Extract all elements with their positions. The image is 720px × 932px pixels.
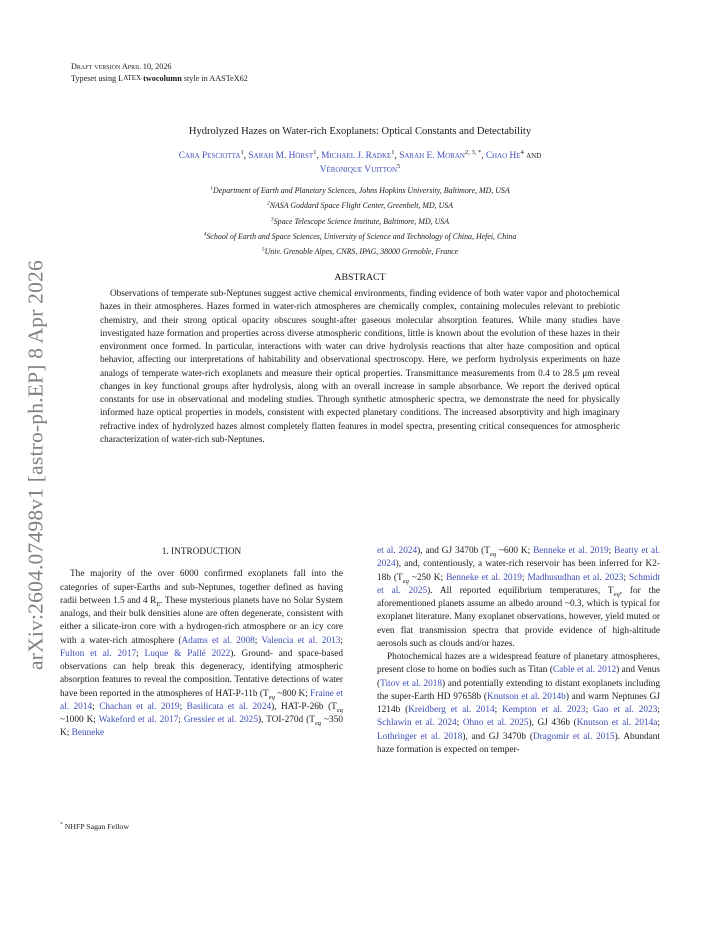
text-run: ). All reported equilibrium temperatures, T (427, 585, 614, 596)
intro-paragraph (377, 545, 660, 651)
text-run: ~250 K; (408, 572, 447, 583)
affiliation-number: 4 (203, 231, 207, 238)
affiliation-text: Department of Earth and Planetary Sciences, Johns Hopkins University, Baltimore, MD, USA (213, 186, 510, 195)
draft-header (71, 62, 248, 84)
author-conjunction: and (526, 151, 542, 161)
typeset-suffix: style in AASTeX62 (183, 73, 248, 83)
footnote-mark: * (60, 821, 63, 828)
affiliation (100, 198, 620, 213)
author-list: Cara Pesciotta$^1$, Sarah M. Hörst$^1$, Michael J. Radke$^1$, Sarah E. Moran$^{2, 3, *}$, Chao He$^4$ and Véronique Vuitton$^5$ (178, 148, 542, 175)
footnote (60, 822, 129, 831)
text-run: ) and Venus ( (377, 665, 660, 689)
author-affiliation-mark: 1 (240, 148, 244, 156)
text-run: ) and potentially extending to distant exoplanets including the super-Earth HD 97658b ( (377, 678, 660, 702)
right-column (377, 545, 660, 757)
intro-paragraph (60, 568, 343, 740)
affiliation-text: NASA Goddard Space Flight Center, Greenbelt, MD, USA (269, 201, 454, 211)
citation-link[interactable]: Knutson et al. 2014a (576, 718, 658, 729)
draft-version-line (71, 62, 248, 73)
text-run: ; (521, 572, 528, 583)
text-run: ~800 K; (274, 688, 311, 699)
citation-link[interactable]: Schlawin et al. 2024 (377, 718, 457, 729)
subscript: eq (268, 693, 275, 701)
latex-logo: ATEX (123, 73, 142, 82)
affiliation-text: School of Earth and Space Sciences, University of Science and Technology of China, Hefei, China (206, 231, 517, 241)
affiliation (100, 183, 620, 198)
author-affiliation-mark: 4 (520, 148, 524, 156)
subscript: eq (336, 706, 343, 714)
affiliation-list (100, 183, 620, 259)
citation-link[interactable]: Beatty et al. 2024 (377, 546, 660, 570)
author-name[interactable]: Cara Pesciotta (178, 151, 241, 161)
text-run: ~350 K; (60, 715, 343, 739)
author-affiliation-mark: 1 (391, 148, 395, 156)
arxiv-identifier: arXiv:2604.07498v1 [astro-ph.EP] 8 Apr 2026 (23, 260, 48, 670)
typeset-line (71, 73, 248, 85)
subscript: eq (489, 550, 497, 558)
text-run: ). Abundant haze formation is expected on temper- (377, 731, 661, 755)
subscript: eq (314, 719, 322, 727)
text-run: ; (92, 701, 100, 712)
text-run: ; (623, 572, 629, 583)
citation-link[interactable]: Gressier et al. 2025 (183, 715, 258, 725)
citation-link[interactable]: Valencia et al. 2013 (261, 635, 341, 646)
text-run: , for the aforementioned planets assume an albedo around ~0.3, which is typical for exoplanet literature. Many exoplanet observations, however, yield muted or even flat transmission spectra that provide evidence of high-altitude aerosols such as clouds and/or hazes. (377, 585, 661, 649)
citation-link[interactable]: Adams et al. 2008 (181, 635, 255, 646)
affiliation (100, 229, 620, 244)
left-column (60, 546, 343, 741)
text-run: ; (657, 718, 660, 729)
text-run: ; (456, 718, 463, 729)
citation-link[interactable]: Dragomir et al. 2015 (532, 731, 615, 742)
citation-link[interactable]: Basilicata et al. 2024 (186, 701, 272, 712)
citation-link[interactable]: Benneke et al. 2019 (533, 546, 609, 556)
citation-link[interactable]: Kempton et al. 2023 (502, 705, 586, 715)
text-run: Photochemical hazes are a widespread feature of planetary atmospheres, present close to home on bodies such as Titan ( (377, 652, 660, 676)
citation-link[interactable]: Schmidt et al. 2025 (377, 572, 660, 596)
citation-link[interactable]: Kreidberg et al. 2014 (408, 705, 495, 715)
citation-link[interactable]: Titov et al. 2018 (380, 678, 443, 689)
author-name[interactable]: Sarah M. Hörst (248, 151, 314, 161)
affiliation (100, 244, 620, 259)
citation-link[interactable]: Benneke (71, 728, 105, 739)
citation-link[interactable]: Chachan et al. 2019 (99, 701, 180, 712)
citation-link[interactable]: Knutson et al. 2014b (487, 691, 566, 702)
text-run: ; (608, 546, 615, 556)
affiliation-number: 3 (270, 215, 274, 222)
citation-link[interactable]: Benneke et al. 2019 (446, 572, 522, 583)
author-affiliation-mark: 2, 3, * (464, 148, 482, 156)
text-run: ), and GJ 3470b ( (462, 731, 533, 742)
text-run: ; (179, 701, 187, 712)
text-run: . These mysterious planets have no Solar System analogs, and their bulk densities alone are often degenerate, consistent with either a silicate-iron core with a hydrogen-rich atmosphere or an icy core with a water-rich atmosphere ( (60, 595, 343, 646)
text-run: ~1000 K; (60, 715, 99, 725)
text-run: ), TOI-270d (T (257, 715, 315, 725)
subscript: eq (402, 577, 409, 585)
affiliation-number: 1 (210, 185, 214, 192)
author-name[interactable]: Chao He (485, 151, 521, 161)
affiliation-number: 2 (266, 200, 270, 207)
text-run: ). Ground- and space-based observations can help break this degeneracy, identifying atmospheric absorption features to reveal the composition. Tentative detections of water have been reported in the atmospheres of HAT-P-11b (T (60, 648, 343, 699)
citation-link[interactable]: Fraine et al. 2014 (60, 688, 343, 712)
citation-link[interactable]: Fulton et al. 2017 (60, 648, 137, 659)
intro-paragraph (377, 651, 660, 757)
citation-link[interactable]: Gao et al. 2023 (593, 705, 658, 715)
author-affiliation-mark: 5 (397, 162, 401, 170)
text-run: ; (585, 705, 593, 715)
abstract-heading: ABSTRACT (334, 272, 386, 283)
citation-link[interactable]: Lothringer et al. 2018 (377, 731, 463, 742)
paper-title: Hydrolyzed Hazes on Water-rich Exoplanets: Optical Constants and Detectability (188, 126, 532, 137)
typeset-prefix: Typeset using L (71, 73, 124, 83)
text-run: ) and warm Neptunes GJ 1214b ( (377, 691, 661, 715)
text-run: ), and, contentiously, a water-rich reservoir has been inferred for K2-18b (T (377, 559, 660, 583)
author-name[interactable]: Michael J. Radke (321, 151, 392, 161)
citation-link[interactable]: Luque & Pallé 2022 (144, 648, 231, 659)
affiliation (100, 214, 620, 229)
text-run: ), GJ 436b ( (528, 718, 577, 729)
author-name[interactable]: Véronique Vuitton (319, 165, 398, 175)
text-run: ; (657, 705, 660, 715)
author-affiliation-mark: 1 (313, 148, 317, 156)
text-run: The majority of the over 6000 confirmed exoplanets fall into the categories of super-Earths and sub-Neptunes, together defined as having radii between 1.5 and 4 R (60, 569, 343, 606)
citation-link[interactable]: Cable et al. 2012 (552, 665, 617, 676)
citation-link[interactable]: Wakeford et al. 2017 (98, 715, 179, 725)
section-heading: 1. INTRODUCTION (161, 547, 242, 557)
affiliation-text: Space Telescope Science Institute, Baltimore, MD, USA (273, 216, 450, 226)
text-run: ), HAT-P-26b (T (271, 701, 337, 712)
citation-link[interactable]: Madhusudhan et al. 2023 (527, 572, 624, 583)
text-run: ; (136, 648, 145, 659)
subscript: eq (613, 590, 620, 598)
text-run: ; (494, 705, 503, 715)
affiliation-number: 5 (261, 246, 265, 253)
affiliation-text: Univ. Grenoble Alpes, CNRS, IPAG, 38000 Grenoble, France (264, 247, 459, 257)
text-run: ; (254, 635, 262, 646)
draft-version-text: Draft version April 10, 2026 (71, 62, 172, 71)
author-name[interactable]: Sarah E. Moran (399, 151, 465, 161)
text-run: ; (178, 715, 184, 725)
footnote-text: NHFP Sagan Fellow (64, 822, 129, 831)
typeset-bold: twocolumn (143, 73, 182, 83)
citation-link[interactable]: et al. 2024 (377, 546, 418, 556)
text-run: ), and GJ 3470b (T (417, 546, 490, 556)
text-run: ; (340, 635, 343, 646)
subscript: E (156, 600, 161, 608)
abstract-body: Observations of temperate sub-Neptunes suggest active chemical environments, finding evidence of both water vapor and photochemical hazes in their atmospheres. Hazes formed in water-rich atmospheres are chemically complex, containing molecules relevant to prebiotic chemistry, and their strong optical opacity obscures sought-after gaseous molecular absorption features. While many studies have investigated haze formation and properties across diverse atmospheric conditions, little is known about the evolution of these hazes in their environment once formed. In particular, interactions with water can drive hydrolysis reactions that alter haze composition and optical behavior, affecting our interpretations of habitability and observational spectroscopy. Here, we perform hydrolysis experiments on haze analogs of temperate water-rich exoplanets and measure their optical properties. Transmittance measurements from 0.4 to 28.5 μm reveal changes in key functional groups after hydrolysis, along with an overall increase in sample absorbance. We report the derived optical constants for use in observational and modeling studies. Through synthetic atmospheric spectra, we demonstrate the need for physically informed haze optical properties in models, consistent with expected planetary conditions. The increased absorptivity and high imaginary refractive index of hydrolyzed hazes almost completely flatten features in model spectra, presenting critical consequences for atmospheric characterization of water-rich sub-Neptunes. (100, 289, 620, 445)
citation-link[interactable]: Ohno et al. 2025 (462, 718, 529, 729)
text-run: ~600 K; (496, 546, 534, 556)
